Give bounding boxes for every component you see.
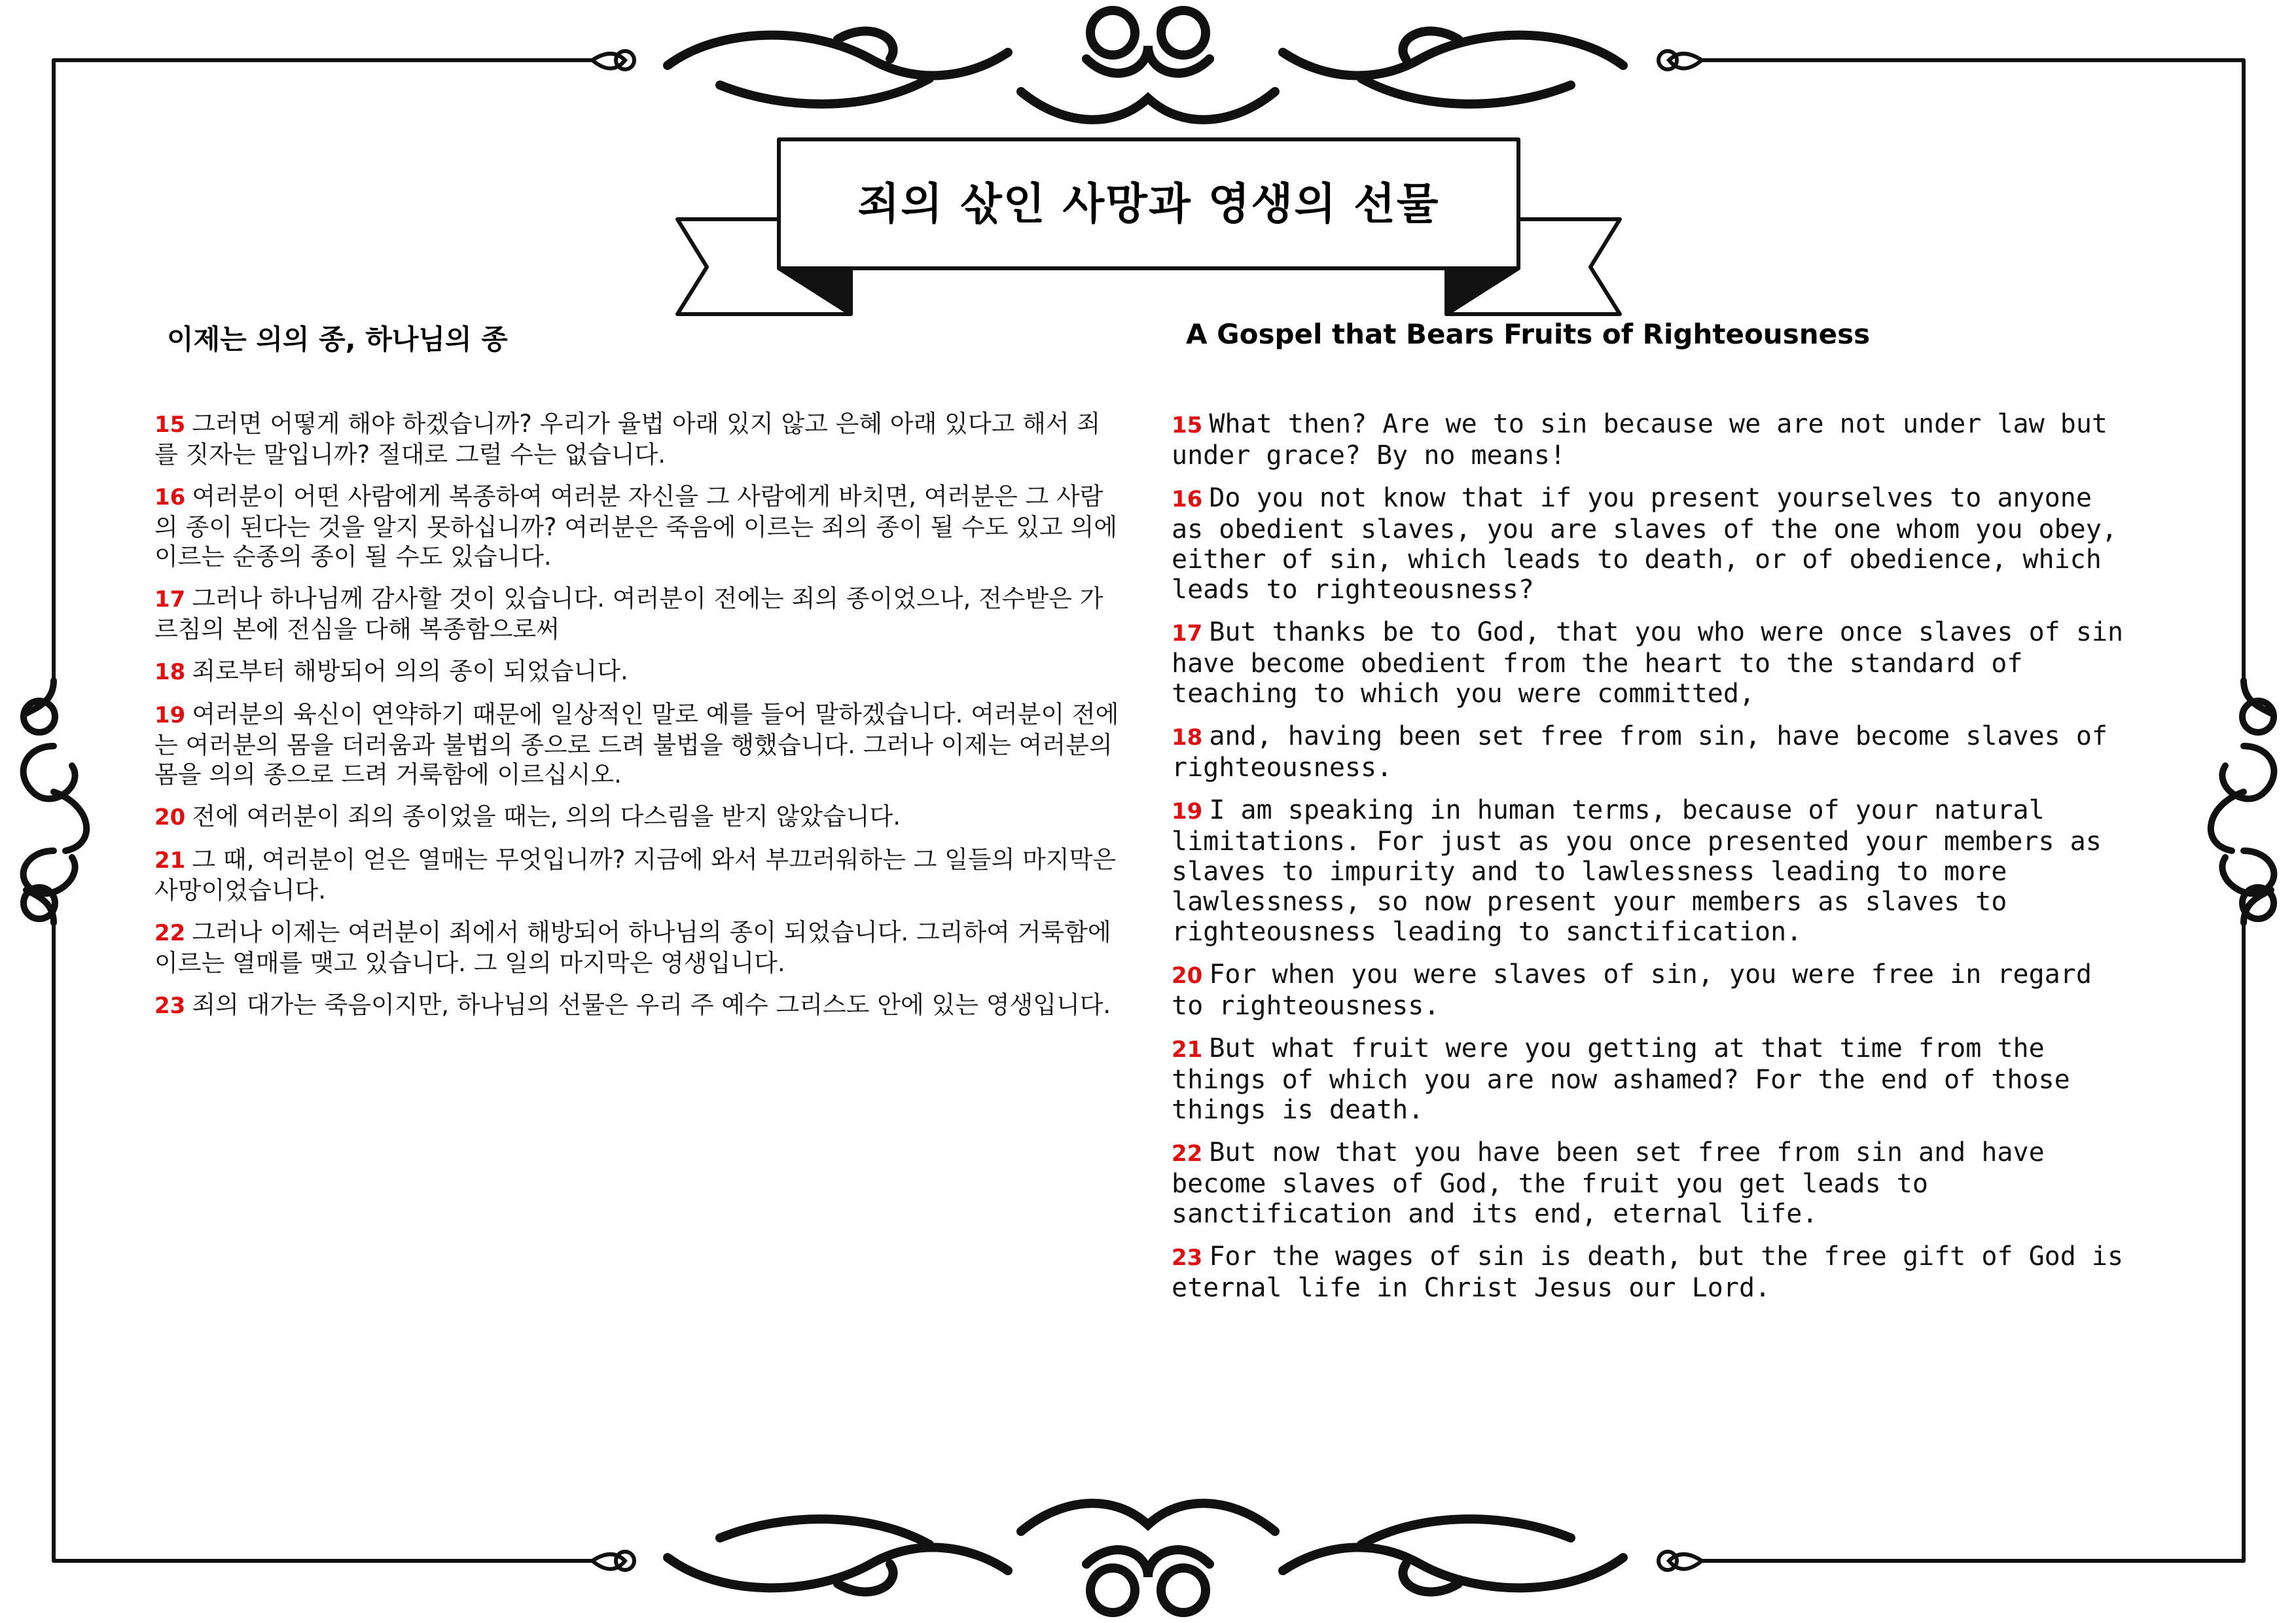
korean-verse-18 <box>154 656 1123 687</box>
verse-number: 22 <box>154 920 186 946</box>
page-title: 죄의 삯인 사망과 영생의 선물 <box>857 178 1440 229</box>
verse-number: 18 <box>1172 724 1203 751</box>
verse-text: 그 때, 여러분이 얻은 열매는 무엇입니까? 지금에 와서 부끄러워하는 그 일들의 마지막은 사망이었습니다. <box>154 846 1117 904</box>
korean-verse-22 <box>154 918 1123 978</box>
verse-text: What then? Are we to sin because we are not under law but under grace? By no means! <box>1172 409 2108 471</box>
verse-text: But thanks be to God, that you who were once slaves of sin have become obedient from the heart to the standard of teaching to which you were committed, <box>1172 617 2124 709</box>
korean-verse-17 <box>154 584 1123 644</box>
english-verse-18 <box>1172 721 2134 783</box>
verse-number: 15 <box>154 412 186 438</box>
verse-number: 21 <box>154 847 186 874</box>
korean-verse-23 <box>154 990 1123 1021</box>
bottom-flourish-ornament <box>668 1503 1623 1613</box>
verse-text: 그러면 어떻게 해야 하겠습니까? 우리가 율법 아래 있지 않고 은혜 아래 있다고 해서 죄를 짓자는 말입니까? 절대로 그럴 수는 없습니다. <box>154 410 1101 469</box>
english-section-heading: A Gospel that Bears Fruits of Righteousness <box>1186 318 1871 350</box>
korean-verse-19 <box>154 700 1123 789</box>
english-verse-20 <box>1172 959 2134 1021</box>
verse-number: 19 <box>154 702 186 728</box>
verse-number: 15 <box>1172 412 1203 438</box>
verse-text: 여러분이 어떤 사람에게 복종하여 여러분 자신을 그 사람에게 바치면, 여러분은 그 사람의 종이 된다는 것을 알지 못하십니까? 여러분은 죽음에 이르는 죄의 종이 될 수도 있고 의에 이르는 순종의 종이 될 수도 있습니다. <box>154 482 1118 571</box>
korean-section-heading: 이제는 의의 종, 하나님의 종 <box>167 323 508 355</box>
korean-verse-21 <box>154 845 1123 905</box>
right-side-ornament <box>2211 681 2274 923</box>
english-verse-21 <box>1172 1033 2134 1125</box>
verse-number: 23 <box>1172 1245 1203 1271</box>
verse-text: For the wages of sin is death, but the free gift of God is eternal life in Christ Jesus our Lord. <box>1172 1241 2124 1303</box>
english-verse-22 <box>1172 1137 2134 1229</box>
verse-number: 21 <box>1172 1037 1203 1063</box>
english-verse-15 <box>1172 409 2134 471</box>
verse-text: 전에 여러분이 죄의 종이었을 때는, 의의 다스림을 받지 않았습니다. <box>192 802 901 830</box>
verse-text: 여러분의 육신이 연약하기 때문에 일상적인 말로 예를 들어 말하겠습니다. 여러분이 전에는 여러분의 몸을 더러움과 불법의 종으로 드려 불법을 행했습니다. 그러나 이제는 여러분의 몸을 의의 종으로 드려 거룩함에 이르십시오. <box>154 700 1119 789</box>
verse-text: 그러나 하나님께 감사할 것이 있습니다. 여러분이 전에는 죄의 종이었으나, 전수받은 가르침의 본에 전심을 다해 복종함으로써 <box>154 584 1103 643</box>
left-side-ornament <box>24 681 87 923</box>
verse-text: For when you were slaves of sin, you were free in regard to righteousness. <box>1172 959 2092 1021</box>
verse-text: But what fruit were you getting at that time from the things of which you are now ashamed? For the end of those things is death. <box>1172 1033 2070 1125</box>
english-verse-column <box>1172 409 2134 1315</box>
verse-text: 죄의 대가는 죽음이지만, 하나님의 선물은 우리 주 예수 그리스도 안에 있는 영생입니다. <box>192 991 1111 1019</box>
korean-verse-16 <box>154 482 1123 571</box>
english-verse-17 <box>1172 617 2134 709</box>
verse-number: 17 <box>154 586 186 613</box>
verse-number: 20 <box>1172 963 1203 989</box>
verse-text: and, having been set free from sin, have become slaves of righteousness. <box>1172 721 2108 783</box>
verse-number: 22 <box>1172 1141 1203 1167</box>
verse-number: 19 <box>1172 798 1203 825</box>
verse-text: Do you not know that if you present yourselves to anyone as obedient slaves, you are slaves of the one whom you obey, either of sin, which leads to death, or of obedience, which leads to righteousness? <box>1172 483 2117 605</box>
korean-verse-20 <box>154 802 1123 832</box>
verse-number: 18 <box>154 659 186 685</box>
english-verse-23 <box>1172 1241 2134 1303</box>
top-flourish-ornament <box>668 10 1623 120</box>
verse-number: 16 <box>154 484 186 510</box>
korean-verse-column <box>154 409 1123 1033</box>
verse-text: 죄로부터 해방되어 의의 종이 되었습니다. <box>192 657 628 685</box>
verse-number: 17 <box>1172 620 1203 647</box>
english-verse-16 <box>1172 483 2134 605</box>
verse-number: 23 <box>154 993 186 1019</box>
verse-number: 20 <box>154 804 186 830</box>
verse-text: 그러나 이제는 여러분이 죄에서 해방되어 하나님의 종이 되었습니다. 그리하여 거룩함에 이르는 열매를 맺고 있습니다. 그 일의 마지막은 영생입니다. <box>154 918 1111 977</box>
verse-text: But now that you have been set free from sin and have become slaves of God, the fruit you get leads to sanctification and its end, eternal life. <box>1172 1137 2045 1229</box>
verse-number: 16 <box>1172 486 1203 512</box>
english-verse-19 <box>1172 795 2134 947</box>
verse-text: I am speaking in human terms, because of your natural limitations. For just as you once presented your members as slaves to impurity and to lawlessness leading to more lawlessness, so now present your members as slaves to righteousness leading to sanctification. <box>1172 795 2102 947</box>
korean-verse-15 <box>154 409 1123 469</box>
